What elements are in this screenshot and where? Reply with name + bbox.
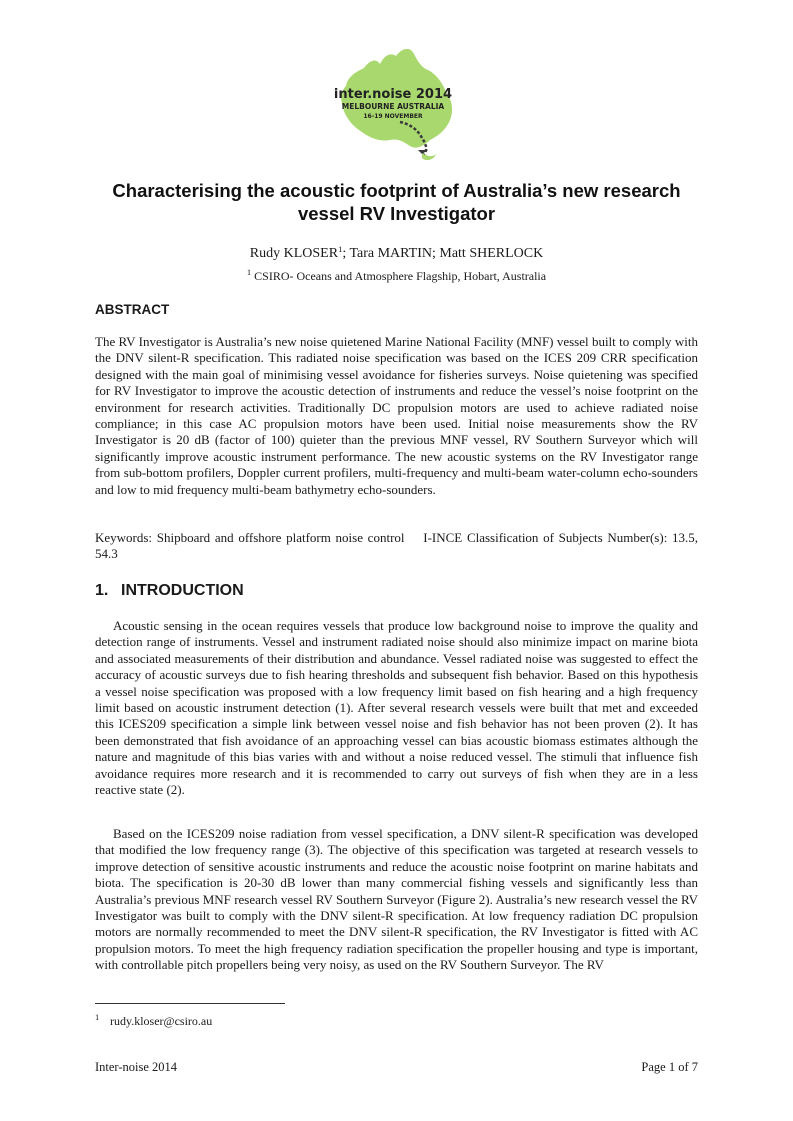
affiliation (90, 265, 703, 284)
logo-city: MELBOURNE AUSTRALIA (341, 102, 445, 111)
affiliation-mark: 1 (338, 244, 343, 254)
paper-title: Characterising the acoustic footprint of Australia’s new research vessel RV Investigator (112, 180, 681, 224)
introduction-heading (95, 582, 244, 600)
abstract-text: The RV Investigator is Australia’s new noise quietened Marine National Facility (MNF) vessel built to comply with the DNV silent-R specification. This radiated noise specification was based on the ICES 209 CRR specification designed with the main goal of minimising vessel avoidance for fisheries surveys. Noise quietening was specified for RV Investigator to improve the acoustic detection of instruments and reduce the vessel’s noise footprint on the environment for research activities. Traditionally DC propulsion motors are used to achieve radiated noise compliance; in this case AC propulsion motors have been used. Initial noise measurements show the RV Investigator is 20 dB (factor of 100) quieter than the previous MNF vessel, RV Southern Surveyor which will significantly improve acoustic instrument performance. The new acoustic systems on the RV Investigator range from sub-bottom profilers, Doppler current profilers, multi-frequency and multi-beam water-column echo-sounders and low to mid frequency multi-beam bathymetry echo-sounders. (95, 334, 698, 497)
australia-map-icon (318, 42, 468, 164)
affiliation-number: 1 (246, 267, 252, 277)
footer-page-number: Page 1 of 7 (641, 1060, 698, 1074)
footnote-email[interactable]: rudy.kloser@csiro.au (110, 1014, 213, 1028)
other-authors: ; Tara MARTIN; Matt SHERLOCK (342, 246, 544, 261)
logo-title: inter.noise 2014 (333, 87, 453, 102)
footnote-divider (95, 1003, 285, 1004)
section-number: 1. (95, 582, 109, 599)
first-author: Rudy KLOSER (249, 246, 339, 261)
keywords: Keywords: Shipboard and offshore platform noise control I-INCE Classification of Subjects Number(s): 13.5, 54.3 (95, 530, 702, 562)
logo-dates: 16-19 NOVEMBER (363, 113, 423, 120)
section-title: INTRODUCTION (121, 582, 244, 599)
affiliation-text: CSIRO- Oceans and Atmosphere Flagship, Hobart, Australia (251, 269, 547, 283)
footer-conference: Inter-noise 2014 (95, 1060, 178, 1074)
intro-paragraph-1: Acoustic sensing in the ocean requires vessels that produce low background noise to improve the quality and detection range of instruments. Vessel and instrument radiated noise should also minimize impact on marine biota and associated measurements of their distribution and abundance. Vessel radiated noise was suggested to effect the accuracy of acoustic surveys due to fish hearing thresholds and subsequent fish behavior. Based on this hypothesis a vessel noise specification was proposed with a low frequency limit based on fish hearing and a high frequency limit based on acoustic instrument detection (1). After several research vessels were built that met and exceeded this ICES209 specification a simple link between vessel noise and fish behavior has not been proven (2). It has been demonstrated that fish avoidance of an approaching vessel can bias acoustic biomass estimates although the nature and magnitude of this bias varies with and without a noise reduced vessel. The stimuli that influence fish avoidance requires more research and it is recommended to carry out surveys of fish when they are in a less reactive state (2). (95, 618, 698, 798)
footnote (95, 1012, 212, 1029)
conference-logo (318, 42, 468, 164)
footnote-mark: 1 (95, 1012, 100, 1022)
author-list (90, 241, 703, 262)
abstract-heading: ABSTRACT (95, 302, 170, 317)
intro-paragraph-2: Based on the ICES209 noise radiation from vessel specification, a DNV silent-R specification was developed that modified the low frequency range (3). The objective of this specification was targeted at research vessels to improve detection of sensitive acoustic instruments and reduce the acoustic noise footprint on marine habitats and biota. The specification is 20-30 dB lower than many commercial fishing vessels and significantly less than Australia’s previous MNF research vessel RV Southern Surveyor (Figure 2). Australia’s new research vessel the RV Investigator was built to comply with the DNV silent-R specification. At low frequency radiation DC propulsion motors are normally recommended to meet the DNV silent-R specification, the RV Investigator is fitted with AC propulsion motors. To meet the high frequency radiation specification the propeller housing and type is important, with controllable pitch propellers being very noisy, as used on the RV Southern Surveyor. The RV (95, 826, 698, 973)
